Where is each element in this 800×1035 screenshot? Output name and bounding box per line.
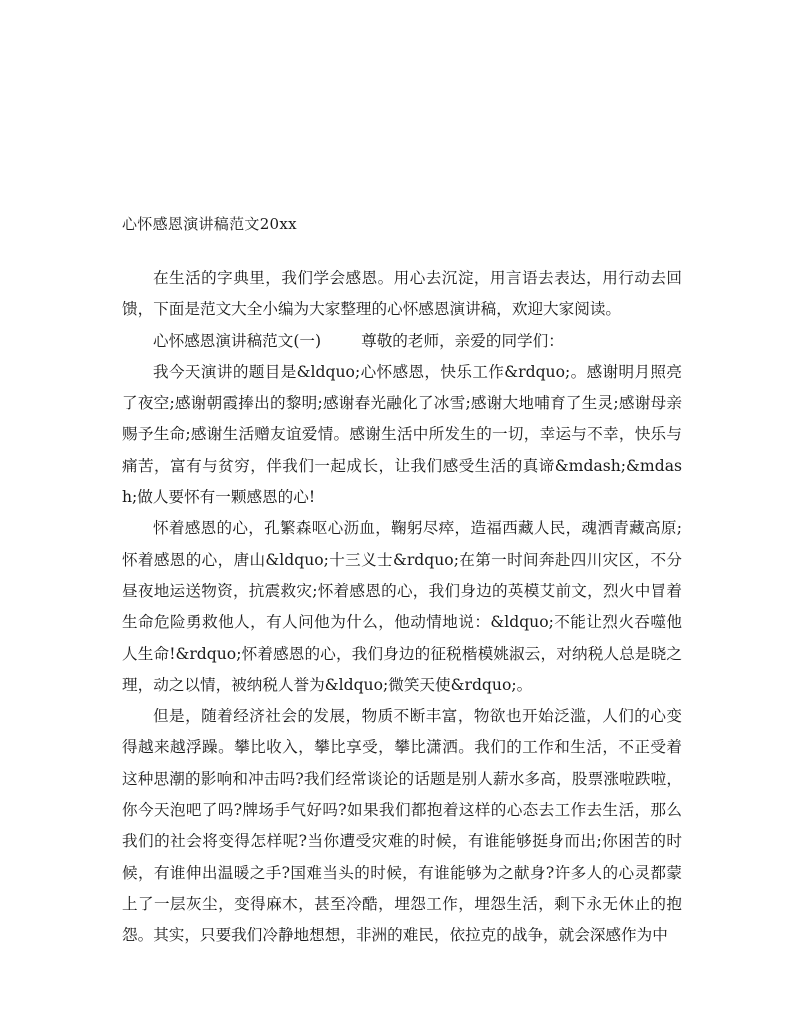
section-heading: 心怀感恩演讲稿范文(一) xyxy=(153,331,322,350)
body-paragraph: 我今天演讲的题目是&ldquo;心怀感恩，快乐工作&rdquo;。感谢明月照亮了夜空;感谢朝霞捧出的黎明;感谢春光融化了冰雪;感谢大地哺育了生灵;感谢母亲赐予生命;感谢生活赠友谊爱情。感谢生活中所发生的一切，幸运与不幸，快乐与痛苦，富有与贫穷，伴我们一起成长，让我们感受生活的真谛&mdash;&mdash;做人要怀有一颗感恩的心! xyxy=(122,362,682,507)
intro-paragraph: 在生活的字典里，我们学会感恩。用心去沉淀，用言语去表达，用行动去回馈，下面是范文大全小编为大家整理的心怀感恩演讲稿，欢迎大家阅读。 xyxy=(122,269,682,319)
document-body xyxy=(122,263,682,952)
body-paragraph: 怀着感恩的心，孔繁森呕心沥血，鞠躬尽瘁，造福西藏人民，魂洒青藏高原;怀着感恩的心，唐山&ldquo;十三义士&rdquo;在第一时间奔赴四川灾区，不分昼夜地运送物资，抗震救灾;怀着感恩的心，我们身边的英模艾前文，烈火中冒着生命危险勇救他人，有人问他为什么，他动情地说：&ldquo;不能让烈火吞噬他人生命!&rdquo;怀着感恩的心，我们身边的征税楷模姚淑云，对纳税人总是晓之理，动之以情，被纳税人誉为&ldquo;微笑天使&rdquo;。 xyxy=(122,519,682,694)
document-title: 心怀感恩演讲稿范文20xx xyxy=(122,215,297,233)
salutation: 尊敬的老师，亲爱的同学们： xyxy=(361,331,564,350)
body-paragraph: 但是，随着经济社会的发展，物质不断丰富，物欲也开始泛滥，人们的心变得越来越浮躁。攀比收入，攀比享受，攀比潇洒。我们的工作和生活，不正受着这种思潮的影响和冲击吗?我们经常谈论的话题是别人薪水多高，股票涨啦跌啦，你今天泡吧了吗?牌场手气好吗?如果我们都抱着这样的心态去工作去生活，那么我们的社会将变得怎样呢?当你遭受灾难的时候，有谁能够挺身而出;你困苦的时候，有谁伸出温暖之手?国难当头的时候，有谁能够为之献身?许多人的心灵都蒙上了一层灰尘，变得麻木，甚至冷酷，埋怨工作，埋怨生活，剩下永无休止的抱怨。其实，只要我们冷静地想想，非洲的难民，依拉克的战争，就会深感作为中 xyxy=(122,707,682,945)
section-heading-line xyxy=(122,326,682,357)
